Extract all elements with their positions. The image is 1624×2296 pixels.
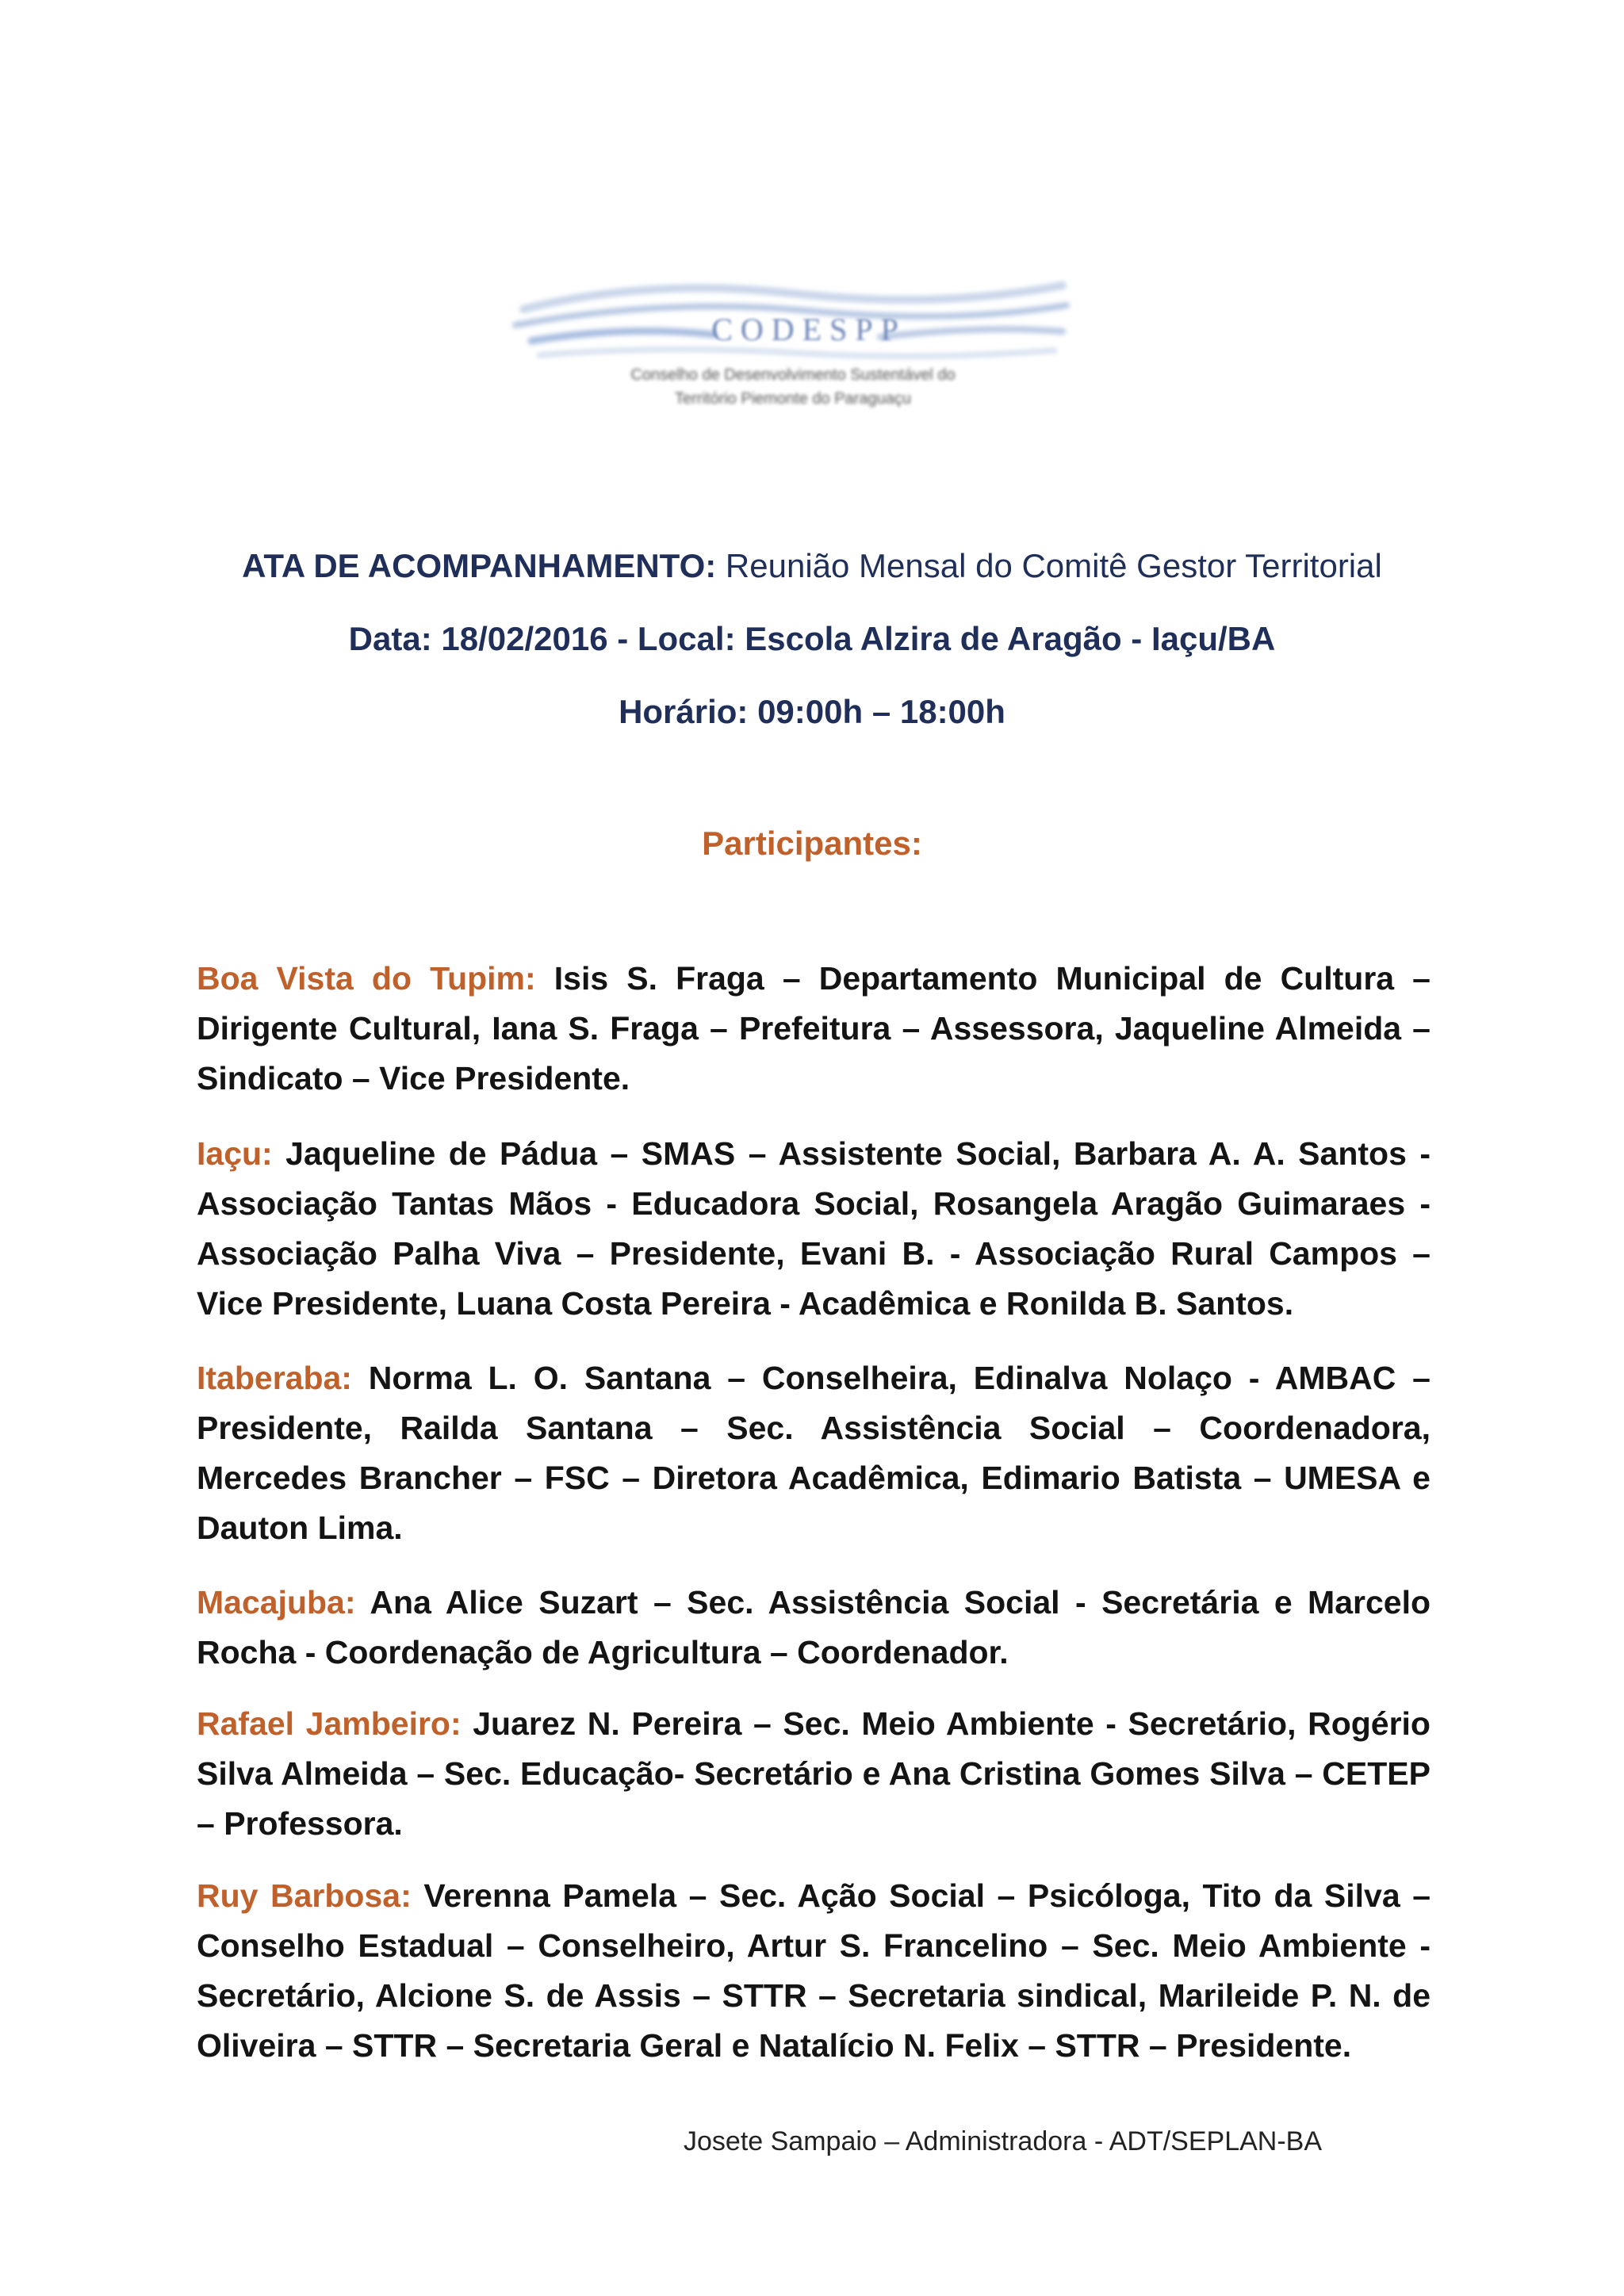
participants-list: Juarez N. Pereira – Sec. Meio Ambiente - Secretário, Rogério Silva Almeida – Sec. Educação- Secretário e Ana Cristina Gomes Silva – CETEP – Professora. [197,1705,1431,1842]
participants-section-macajuba [197,1578,1431,1678]
participants-heading: Participantes: [702,825,922,862]
participants-list: Norma L. O. Santana – Conselheira, Edinalva Nolaço - AMBAC – Presidente, Railda Santana – Sec. Assistência Social – Coordenadora, Mercedes Brancher – FSC – Diretora Acadêmica, Edimario Batista – UMESA e Dauton Lima. [197,1360,1431,1546]
participants-list: Verenna Pamela – Sec. Ação Social – Psicóloga, Tito da Silva – Conselho Estadual – Conselheiro, Artur S. Francelino – Sec. Meio Ambiente - Secretário, Alcione S. de Assis – STTR – Secretaria sindical, Marileide P. N. de Oliveira – STTR – Secretaria Geral e Natalício N. Felix – STTR – Presidente. [197,1877,1431,2064]
logo-subtitle-line-2: Território Piemonte do Paraguaçu [675,390,911,408]
participants-section-boa-vista-do-tupim [197,954,1431,1104]
participants-section-iacu [197,1129,1431,1329]
document-title [0,547,1624,585]
town-label: Boa Vista do Tupim: [197,960,536,997]
participants-list: Jaqueline de Pádua – SMAS – Assistente Social, Barbara A. A. Santos - Associação Tantas Mãos - Educadora Social, Rosangela Aragão Guimaraes - Associação Palha Viva – Presidente, Evani B. - Associação Rural Campos – Vice Presidente, Luana Costa Pereira - Acadêmica e Ronilda B. Santos. [197,1135,1431,1322]
participants-list: Ana Alice Suzart – Sec. Assistência Social - Secretária e Marcelo Rocha - Coordenação de Agricultura – Coordenador. [197,1584,1431,1670]
town-label: Macajuba: [197,1584,356,1621]
town-label: Rafael Jambeiro: [197,1705,462,1742]
town-label: Iaçu: [197,1135,273,1172]
meeting-date-location: Data: 18/02/2016 - Local: Escola Alzira de Aragão - Iaçu/BA [348,620,1276,657]
document-title-label: ATA DE ACOMPANHAMENTO: [242,547,717,584]
participants-section-rafael-jambeiro [197,1699,1431,1849]
logo-acronym: CODESPP [711,312,906,347]
town-label: Itaberaba: [197,1360,352,1396]
codespp-logo [508,262,1078,444]
participants-section-ruy-barbosa [197,1871,1431,2071]
logo-subtitle-line-1: Conselho de Desenvolvimento Sustentável do [630,366,956,384]
logo-waves-graphic [508,262,1078,444]
meeting-time: Horário: 09:00h – 18:00h [619,693,1005,730]
signature-line: Josete Sampaio – Administradora - ADT/SEPLAN-BA [684,2126,1323,2156]
document-title-text: Reunião Mensal do Comitê Gestor Territorial [725,547,1382,584]
participants-list: Isis S. Fraga – Departamento Municipal de Cultura – Dirigente Cultural, Iana S. Fraga – Prefeitura – Assessora, Jaqueline Almeida – Sindicato – Vice Presidente. [197,960,1431,1096]
participants-section-itaberaba [197,1353,1431,1553]
town-label: Ruy Barbosa: [197,1877,412,1914]
